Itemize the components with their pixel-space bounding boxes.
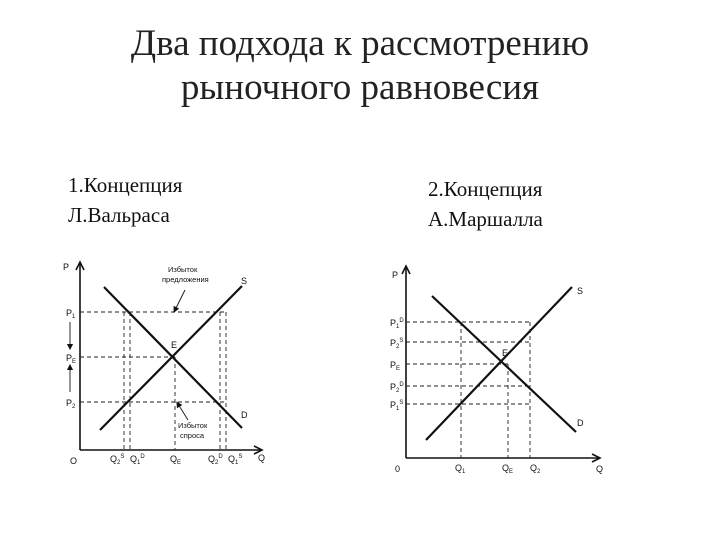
walras-equilibrium-label: E bbox=[171, 340, 178, 350]
marshall-equilibrium-label: E bbox=[502, 348, 509, 358]
marshall-pe-label: $P_E$ bbox=[390, 360, 401, 372]
marshall-axis-p-label: P bbox=[392, 270, 399, 280]
walras-supply-curve bbox=[100, 286, 242, 430]
walras-diagram bbox=[63, 262, 265, 466]
marshall-axis-q-label: Q bbox=[596, 464, 604, 474]
walras-caption-line-1: 1.Концепция bbox=[68, 173, 183, 197]
walras-surplus-note-line-1: Избыток bbox=[168, 265, 198, 274]
walras-pe-label: $P_E$ bbox=[66, 353, 77, 365]
walras-q1s-label: $Q_1^S$ bbox=[228, 454, 243, 466]
slide-title-line-1: Два подхода к рассмотрению bbox=[130, 23, 590, 64]
walras-excess-note-line-2: спроса bbox=[180, 431, 205, 440]
marshall-supply-label: S bbox=[577, 286, 584, 296]
marshall-caption-line-2: А.Маршалла bbox=[428, 207, 543, 231]
marshall-p1d-label: $P_1^D$ bbox=[390, 318, 404, 330]
marshall-diagram bbox=[390, 266, 603, 475]
walras-q2d-label: $Q_2^D$ bbox=[208, 454, 223, 466]
marshall-p1s-label: $P_1^S$ bbox=[390, 400, 404, 412]
walras-excess-note-line-1: Избыток bbox=[178, 421, 208, 430]
marshall-qe-label: $Q_E$ bbox=[502, 463, 514, 475]
walras-axis-q-label: Q bbox=[258, 453, 266, 463]
marshall-demand-label: D bbox=[577, 418, 584, 428]
walras-q2s-label: $Q_2^S$ bbox=[110, 454, 125, 466]
marshall-origin-label: 0 bbox=[395, 464, 401, 474]
walras-origin-label: O bbox=[70, 456, 78, 466]
marshall-q1-label: $Q_1$ bbox=[455, 463, 466, 475]
walras-axis-p-label: P bbox=[63, 262, 70, 272]
walras-p2-label: $P_2$ bbox=[66, 398, 76, 410]
walras-q1d-label: $Q_1^D$ bbox=[130, 454, 145, 466]
marshall-p2d-label: $P_2^D$ bbox=[390, 382, 404, 394]
walras-surplus-pointer bbox=[175, 290, 185, 310]
walras-supply-label: S bbox=[241, 276, 248, 286]
marshall-q2-label: $Q_2$ bbox=[530, 463, 541, 475]
walras-excess-pointer bbox=[178, 404, 188, 420]
walras-qe-label: $Q_E$ bbox=[170, 454, 182, 466]
walras-caption-line-2: Л.Вальраса bbox=[68, 203, 170, 227]
marshall-p2s-label: $P_2^S$ bbox=[390, 338, 404, 350]
walras-surplus-note-line-2: предложения bbox=[162, 275, 209, 284]
walras-demand-label: D bbox=[241, 410, 248, 420]
walras-p1-label: $P_1$ bbox=[66, 308, 76, 320]
slide-title-line-2: рыночного равновесия bbox=[180, 67, 540, 108]
marshall-caption-line-1: 2.Концепция bbox=[428, 177, 543, 201]
